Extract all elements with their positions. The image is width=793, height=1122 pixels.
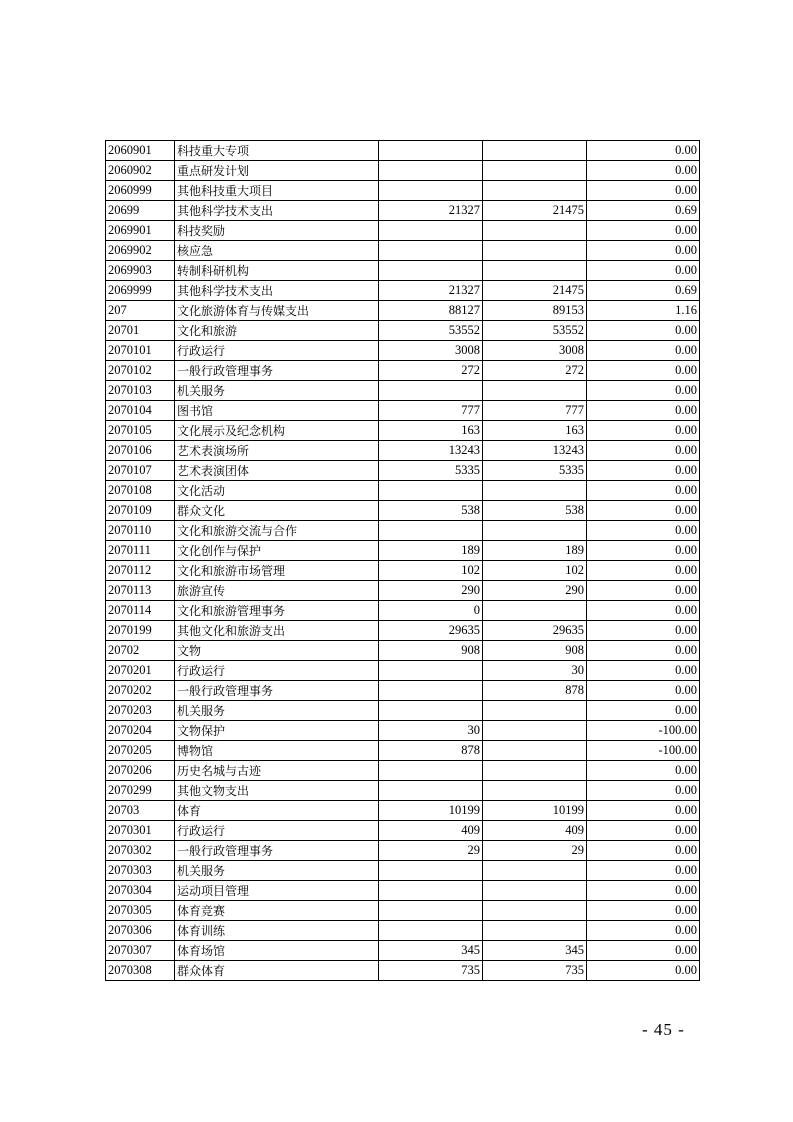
table-row [106, 721, 700, 741]
change-percent-cell: 0.00 [587, 601, 700, 621]
table-row [106, 901, 700, 921]
item-name-cell: 体育训练 [175, 921, 379, 941]
current-amount-cell [483, 481, 587, 501]
item-code-cell: 20702 [106, 641, 175, 661]
current-amount-cell: 409 [483, 821, 587, 841]
table-row [106, 941, 700, 961]
item-name-cell: 体育场馆 [175, 941, 379, 961]
item-name-cell: 其他科技重大项目 [175, 181, 379, 201]
change-percent-cell: 0.00 [587, 401, 700, 421]
prior-amount-cell: 30 [379, 721, 483, 741]
item-name-cell: 核应急 [175, 241, 379, 261]
item-name-cell: 一般行政管理事务 [175, 841, 379, 861]
current-amount-cell: 102 [483, 561, 587, 581]
table-row [106, 861, 700, 881]
change-percent-cell: 0.00 [587, 521, 700, 541]
prior-amount-cell [379, 781, 483, 801]
prior-amount-cell: 777 [379, 401, 483, 421]
table-row [106, 961, 700, 981]
item-code-cell: 2070103 [106, 381, 175, 401]
current-amount-cell: 735 [483, 961, 587, 981]
current-amount-cell: 290 [483, 581, 587, 601]
current-amount-cell [483, 521, 587, 541]
prior-amount-cell [379, 481, 483, 501]
change-percent-cell: 0.00 [587, 881, 700, 901]
prior-amount-cell [379, 241, 483, 261]
table-row [106, 161, 700, 181]
change-percent-cell: 0.00 [587, 421, 700, 441]
item-name-cell: 图书馆 [175, 401, 379, 421]
current-amount-cell: 89153 [483, 301, 587, 321]
prior-amount-cell: 878 [379, 741, 483, 761]
prior-amount-cell [379, 921, 483, 941]
change-percent-cell: 0.00 [587, 701, 700, 721]
item-code-cell: 2060902 [106, 161, 175, 181]
change-percent-cell: 0.00 [587, 561, 700, 581]
prior-amount-cell: 29635 [379, 621, 483, 641]
item-code-cell: 2069901 [106, 221, 175, 241]
prior-amount-cell: 409 [379, 821, 483, 841]
item-name-cell: 文化创作与保护 [175, 541, 379, 561]
current-amount-cell: 21475 [483, 281, 587, 301]
current-amount-cell: 10199 [483, 801, 587, 821]
current-amount-cell [483, 761, 587, 781]
current-amount-cell: 878 [483, 681, 587, 701]
table-row [106, 261, 700, 281]
prior-amount-cell [379, 521, 483, 541]
prior-amount-cell: 10199 [379, 801, 483, 821]
table-row [106, 421, 700, 441]
item-name-cell: 文物保护 [175, 721, 379, 741]
item-code-cell: 2070106 [106, 441, 175, 461]
change-percent-cell: 0.00 [587, 961, 700, 981]
table-row [106, 801, 700, 821]
table-row [106, 821, 700, 841]
prior-amount-cell: 538 [379, 501, 483, 521]
table-row [106, 481, 700, 501]
current-amount-cell [483, 721, 587, 741]
prior-amount-cell [379, 661, 483, 681]
item-name-cell: 行政运行 [175, 661, 379, 681]
current-amount-cell: 777 [483, 401, 587, 421]
change-percent-cell: 0.00 [587, 941, 700, 961]
change-percent-cell: 0.00 [587, 861, 700, 881]
change-percent-cell: 0.00 [587, 581, 700, 601]
current-amount-cell: 53552 [483, 321, 587, 341]
change-percent-cell: 0.00 [587, 341, 700, 361]
change-percent-cell: 0.00 [587, 921, 700, 941]
current-amount-cell: 163 [483, 421, 587, 441]
change-percent-cell: 0.00 [587, 541, 700, 561]
item-name-cell: 机关服务 [175, 381, 379, 401]
prior-amount-cell: 21327 [379, 201, 483, 221]
item-code-cell: 2070305 [106, 901, 175, 921]
table-row [106, 221, 700, 241]
table-row [106, 501, 700, 521]
table-row [106, 521, 700, 541]
current-amount-cell [483, 381, 587, 401]
change-percent-cell: 0.00 [587, 261, 700, 281]
table-row [106, 281, 700, 301]
item-code-cell: 2060999 [106, 181, 175, 201]
item-name-cell: 文化活动 [175, 481, 379, 501]
item-name-cell: 文物 [175, 641, 379, 661]
item-name-cell: 科技奖励 [175, 221, 379, 241]
item-code-cell: 2070308 [106, 961, 175, 981]
item-name-cell: 体育竞赛 [175, 901, 379, 921]
current-amount-cell: 272 [483, 361, 587, 381]
table-row [106, 561, 700, 581]
item-code-cell: 2070114 [106, 601, 175, 621]
change-percent-cell: 0.00 [587, 481, 700, 501]
prior-amount-cell [379, 901, 483, 921]
current-amount-cell [483, 221, 587, 241]
change-percent-cell: 0.00 [587, 621, 700, 641]
table-row [106, 621, 700, 641]
item-name-cell: 文化和旅游市场管理 [175, 561, 379, 581]
prior-amount-cell [379, 881, 483, 901]
current-amount-cell [483, 701, 587, 721]
item-name-cell: 文化和旅游管理事务 [175, 601, 379, 621]
item-code-cell: 2070206 [106, 761, 175, 781]
change-percent-cell: 0.00 [587, 381, 700, 401]
page-number: - 45 - [642, 1020, 685, 1039]
item-code-cell: 2070301 [106, 821, 175, 841]
item-name-cell: 群众体育 [175, 961, 379, 981]
item-code-cell: 2070110 [106, 521, 175, 541]
item-name-cell: 科技重大专项 [175, 141, 379, 161]
item-code-cell: 207 [106, 301, 175, 321]
current-amount-cell: 3008 [483, 341, 587, 361]
prior-amount-cell [379, 181, 483, 201]
prior-amount-cell [379, 141, 483, 161]
item-code-cell: 2070204 [106, 721, 175, 741]
item-code-cell: 2070302 [106, 841, 175, 861]
item-code-cell: 2070205 [106, 741, 175, 761]
item-code-cell: 2070104 [106, 401, 175, 421]
prior-amount-cell: 5335 [379, 461, 483, 481]
current-amount-cell: 30 [483, 661, 587, 681]
current-amount-cell [483, 161, 587, 181]
item-code-cell: 2060901 [106, 141, 175, 161]
change-percent-cell: 0.00 [587, 641, 700, 661]
current-amount-cell [483, 901, 587, 921]
item-name-cell: 文化和旅游 [175, 321, 379, 341]
item-code-cell: 2070202 [106, 681, 175, 701]
table-row [106, 541, 700, 561]
table-row [106, 201, 700, 221]
item-code-cell: 2070105 [106, 421, 175, 441]
item-code-cell: 2070304 [106, 881, 175, 901]
current-amount-cell: 189 [483, 541, 587, 561]
item-name-cell: 运动项目管理 [175, 881, 379, 901]
table-row [106, 141, 700, 161]
current-amount-cell: 21475 [483, 201, 587, 221]
prior-amount-cell [379, 221, 483, 241]
item-name-cell: 文化旅游体育与传媒支出 [175, 301, 379, 321]
change-percent-cell: 0.00 [587, 241, 700, 261]
item-code-cell: 2070299 [106, 781, 175, 801]
change-percent-cell: 0.00 [587, 321, 700, 341]
current-amount-cell [483, 141, 587, 161]
item-code-cell: 2070199 [106, 621, 175, 641]
item-name-cell: 群众文化 [175, 501, 379, 521]
table-row [106, 181, 700, 201]
current-amount-cell [483, 741, 587, 761]
table-row [106, 841, 700, 861]
change-percent-cell: 0.00 [587, 761, 700, 781]
item-code-cell: 2069999 [106, 281, 175, 301]
change-percent-cell: -100.00 [587, 721, 700, 741]
item-name-cell: 机关服务 [175, 701, 379, 721]
table-row [106, 761, 700, 781]
table-row [106, 741, 700, 761]
change-percent-cell: 0.00 [587, 461, 700, 481]
prior-amount-cell: 88127 [379, 301, 483, 321]
current-amount-cell: 538 [483, 501, 587, 521]
item-name-cell: 旅游宣传 [175, 581, 379, 601]
change-percent-cell: 0.00 [587, 181, 700, 201]
item-name-cell: 行政运行 [175, 341, 379, 361]
prior-amount-cell: 272 [379, 361, 483, 381]
table-row [106, 581, 700, 601]
current-amount-cell: 29635 [483, 621, 587, 641]
prior-amount-cell [379, 381, 483, 401]
table-row [106, 461, 700, 481]
current-amount-cell: 13243 [483, 441, 587, 461]
item-code-cell: 2070303 [106, 861, 175, 881]
item-code-cell: 20701 [106, 321, 175, 341]
prior-amount-cell: 345 [379, 941, 483, 961]
item-code-cell: 2070112 [106, 561, 175, 581]
table-row [106, 701, 700, 721]
item-name-cell: 历史名城与古迹 [175, 761, 379, 781]
prior-amount-cell [379, 861, 483, 881]
item-name-cell: 其他科学技术支出 [175, 281, 379, 301]
prior-amount-cell: 13243 [379, 441, 483, 461]
change-percent-cell: 0.00 [587, 221, 700, 241]
prior-amount-cell [379, 681, 483, 701]
item-code-cell: 2070107 [106, 461, 175, 481]
item-name-cell: 其他科学技术支出 [175, 201, 379, 221]
current-amount-cell [483, 261, 587, 281]
change-percent-cell: 0.00 [587, 841, 700, 861]
item-name-cell: 其他文物支出 [175, 781, 379, 801]
current-amount-cell [483, 861, 587, 881]
prior-amount-cell [379, 701, 483, 721]
current-amount-cell [483, 781, 587, 801]
prior-amount-cell: 21327 [379, 281, 483, 301]
table-row [106, 301, 700, 321]
item-code-cell: 2070203 [106, 701, 175, 721]
table-body [106, 141, 700, 981]
item-code-cell: 2070108 [106, 481, 175, 501]
item-name-cell: 体育 [175, 801, 379, 821]
prior-amount-cell: 189 [379, 541, 483, 561]
item-name-cell: 行政运行 [175, 821, 379, 841]
current-amount-cell: 5335 [483, 461, 587, 481]
prior-amount-cell [379, 761, 483, 781]
change-percent-cell: 0.00 [587, 161, 700, 181]
item-name-cell: 艺术表演场所 [175, 441, 379, 461]
change-percent-cell: 0.00 [587, 781, 700, 801]
prior-amount-cell: 0 [379, 601, 483, 621]
item-code-cell: 2069903 [106, 261, 175, 281]
current-amount-cell [483, 241, 587, 261]
table-row [106, 381, 700, 401]
table-row [106, 881, 700, 901]
current-amount-cell [483, 601, 587, 621]
change-percent-cell: 0.00 [587, 361, 700, 381]
item-name-cell: 艺术表演团体 [175, 461, 379, 481]
prior-amount-cell: 53552 [379, 321, 483, 341]
change-percent-cell: -100.00 [587, 741, 700, 761]
table-row [106, 241, 700, 261]
prior-amount-cell: 908 [379, 641, 483, 661]
current-amount-cell [483, 921, 587, 941]
table-row [106, 681, 700, 701]
table-row [106, 781, 700, 801]
table-row [106, 321, 700, 341]
item-code-cell: 2070101 [106, 341, 175, 361]
table-row [106, 441, 700, 461]
item-code-cell: 2070306 [106, 921, 175, 941]
item-name-cell: 文化和旅游交流与合作 [175, 521, 379, 541]
change-percent-cell: 0.00 [587, 141, 700, 161]
table-row [106, 401, 700, 421]
item-name-cell: 文化展示及纪念机构 [175, 421, 379, 441]
item-code-cell: 2070307 [106, 941, 175, 961]
change-percent-cell: 0.00 [587, 681, 700, 701]
change-percent-cell: 0.00 [587, 821, 700, 841]
table-row [106, 661, 700, 681]
current-amount-cell: 908 [483, 641, 587, 661]
item-code-cell: 2070102 [106, 361, 175, 381]
item-name-cell: 博物馆 [175, 741, 379, 761]
change-percent-cell: 1.16 [587, 301, 700, 321]
prior-amount-cell: 163 [379, 421, 483, 441]
prior-amount-cell: 29 [379, 841, 483, 861]
current-amount-cell [483, 181, 587, 201]
table-row [106, 921, 700, 941]
item-name-cell: 一般行政管理事务 [175, 681, 379, 701]
item-code-cell: 2069902 [106, 241, 175, 261]
item-name-cell: 机关服务 [175, 861, 379, 881]
change-percent-cell: 0.69 [587, 201, 700, 221]
item-code-cell: 2070201 [106, 661, 175, 681]
item-code-cell: 2070111 [106, 541, 175, 561]
item-code-cell: 20703 [106, 801, 175, 821]
current-amount-cell: 345 [483, 941, 587, 961]
change-percent-cell: 0.00 [587, 901, 700, 921]
prior-amount-cell: 735 [379, 961, 483, 981]
table-row [106, 361, 700, 381]
table-row [106, 341, 700, 361]
change-percent-cell: 0.69 [587, 281, 700, 301]
item-name-cell: 一般行政管理事务 [175, 361, 379, 381]
current-amount-cell [483, 881, 587, 901]
prior-amount-cell: 290 [379, 581, 483, 601]
item-name-cell: 其他文化和旅游支出 [175, 621, 379, 641]
item-name-cell: 重点研发计划 [175, 161, 379, 181]
change-percent-cell: 0.00 [587, 501, 700, 521]
change-percent-cell: 0.00 [587, 441, 700, 461]
prior-amount-cell [379, 161, 483, 181]
item-name-cell: 转制科研机构 [175, 261, 379, 281]
item-code-cell: 20699 [106, 201, 175, 221]
budget-table [105, 140, 700, 981]
prior-amount-cell: 102 [379, 561, 483, 581]
table-row [106, 601, 700, 621]
table-row [106, 641, 700, 661]
prior-amount-cell [379, 261, 483, 281]
item-code-cell: 2070109 [106, 501, 175, 521]
change-percent-cell: 0.00 [587, 801, 700, 821]
item-code-cell: 2070113 [106, 581, 175, 601]
change-percent-cell: 0.00 [587, 661, 700, 681]
current-amount-cell: 29 [483, 841, 587, 861]
prior-amount-cell: 3008 [379, 341, 483, 361]
